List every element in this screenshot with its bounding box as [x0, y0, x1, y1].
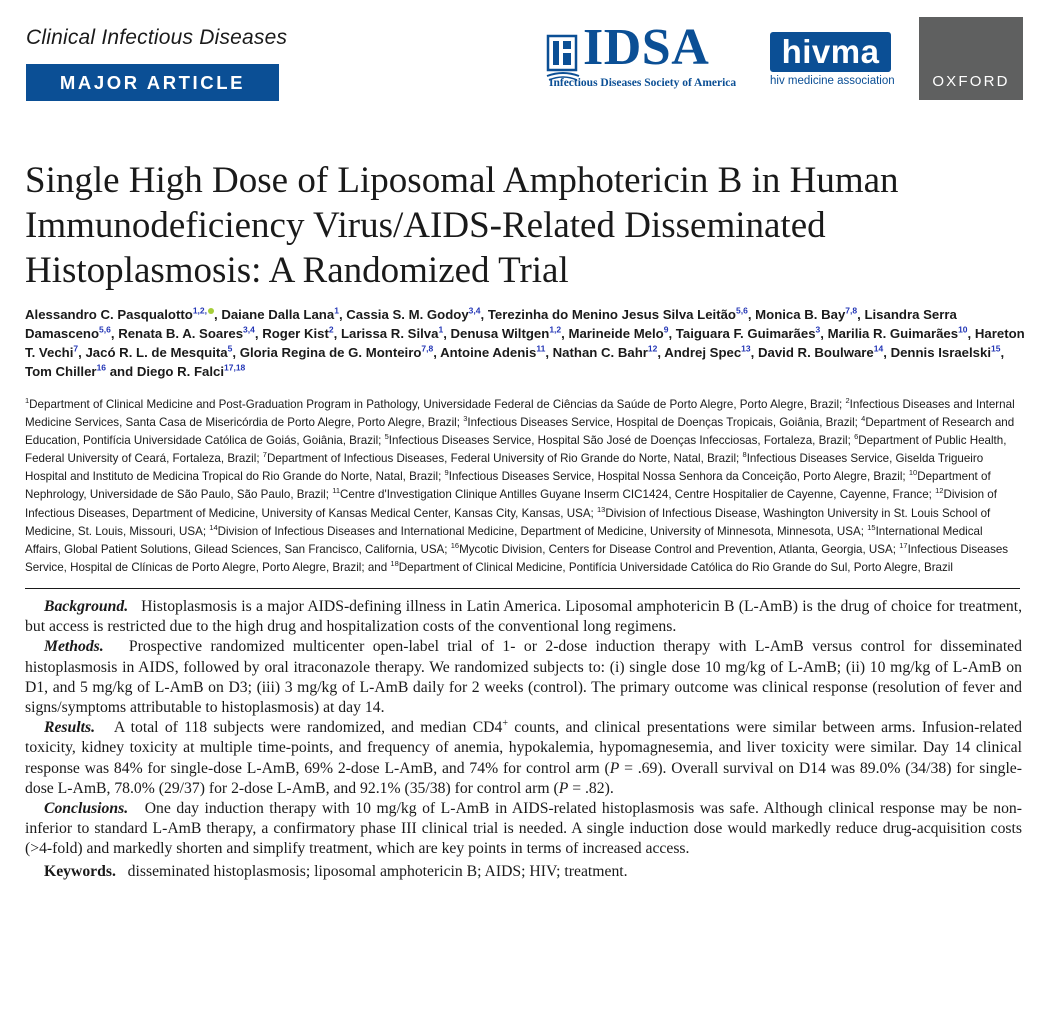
results-text-4: = .82).	[568, 779, 614, 797]
p-value-symbol: P	[609, 759, 620, 777]
author-affiliation-marker: 3	[815, 324, 821, 335]
abstract-conclusions	[25, 799, 1022, 860]
affiliation	[445, 470, 906, 483]
author-name: Dennis Israelski	[890, 345, 991, 360]
author-affiliation-marker: 1,2,	[192, 305, 207, 316]
author-affiliation-marker: 1,2	[549, 324, 562, 335]
results-text-3: = .69). Overall survival on D14 was 89.0% (34/38) for single-dose L-AmB, 78.0% (29/37) for 2-dose L-AmB, and 92.1% (35/38) for control arm (	[25, 759, 1022, 797]
author-name: Terezinha do Menino Jesus Silva Leitão	[487, 307, 736, 322]
author-connective: and	[106, 364, 137, 379]
affiliation-text: Department of Public Health, Federal University of Ceará, Fortaleza, Brazil;	[25, 434, 1007, 466]
affiliation-number: 14	[209, 522, 218, 532]
orcid-icon[interactable]	[208, 308, 214, 314]
author-affiliation-marker: 13	[741, 343, 751, 354]
abstract-keywords	[25, 862, 1022, 882]
author-affiliation-marker: 11	[536, 343, 546, 354]
author-affiliation-marker: 7	[73, 343, 79, 354]
affiliation-text: International Medical Affairs, Global Patient Solutions, Gilead Sciences, San Francisco, California, USA;	[25, 524, 983, 556]
affiliation-text: Division of Infectious Disease, Washington University in St. Louis School of Medicine, St. Louis, Missouri, USA;	[25, 506, 991, 538]
author	[341, 326, 443, 341]
author	[25, 364, 106, 379]
idsa-emblem-icon	[545, 32, 581, 82]
idsa-logo	[545, 19, 757, 94]
cd4-superscript: +	[502, 717, 508, 729]
author	[25, 307, 214, 322]
author	[755, 307, 857, 322]
author	[240, 345, 434, 360]
hivma-wordmark: hivma	[770, 32, 891, 72]
author	[664, 345, 750, 360]
affiliation-number: 18	[390, 558, 399, 568]
section-head-conclusions: Conclusions.	[44, 800, 129, 818]
affiliation-number: 17	[899, 540, 908, 550]
results-text-1: A total of 118 subjects were randomized, and median CD4	[113, 719, 503, 737]
section-head-keywords: Keywords.	[44, 862, 116, 880]
author-affiliation-marker: 1	[438, 324, 444, 335]
author-name: Jacó R. L. de Mesquita	[85, 345, 228, 360]
affiliation-number: 13	[597, 504, 606, 514]
author	[118, 326, 255, 341]
affiliation-text: Infectious Diseases and Internal Medicine Services, Santa Casa de Misericórdia de Porto Alegre, Porto Alegre, Brazil;	[25, 398, 1015, 430]
affiliation-text: Mycotic Division, Centers for Disease Control and Prevention, Atlanta, Georgia, USA;	[459, 542, 896, 556]
section-head-results: Results.	[44, 719, 95, 737]
journal-name: Clinical Infectious Diseases	[26, 26, 288, 49]
author-name: Diego R. Falci	[136, 364, 225, 379]
author-affiliation-marker: 10	[958, 324, 968, 335]
results-text-2: counts, and clinical presentations were similar between arms. Infusion-related toxicity, kidney toxicity at multiple time-points, and frequency of anemia, hypokalemia, hypomagnesemia, and liver toxicity were similar. Day 14 clinical response was 84% for single-dose L-AmB, 69% 2-dose L-AmB, and 74% for control arm (	[25, 719, 1023, 777]
affiliation-number: 5	[384, 432, 389, 442]
author	[828, 326, 968, 341]
abstract-methods	[25, 637, 1022, 718]
author	[553, 345, 658, 360]
affiliation-number: 8	[742, 450, 747, 460]
affiliation-text: Infectious Diseases Service, Hospital Nossa Senhora da Conceição, Porto Alegre, Brazil;	[448, 470, 906, 484]
methods-text: Prospective randomized multicenter open-label trial of 1- or 2-dose induction therapy with L-AmB versus control for disseminated histoplasmosis in AIDS, followed by oral itraconazole therapy. We randomized subjects to: (i) single dose 10 mg/kg of L-AmB; (ii) 10 mg/kg of L-AmB on D1, and 5 mg/kg of L-AmB on D3; (iii) 3 mg/kg of L-AmB daily for 2 weeks (control). The primary outcome was clinical response (resolution of fever and signs/symptoms attributable to histoplasmosis) at day 14.	[25, 638, 1022, 717]
author-affiliation-marker: 14	[873, 343, 884, 354]
author-name: Roger Kist	[262, 326, 329, 341]
author-name: Cassia S. M. Godoy	[346, 307, 469, 322]
author-name: Monica B. Bay	[755, 307, 846, 322]
affiliation-text: Department of Infectious Diseases, Federal University of Rio Grande do Norte, Natal, Brazil;	[266, 452, 740, 466]
affiliation-number: 4	[861, 414, 866, 424]
affiliation-text: Infectious Diseases Service, Hospital de Clínicas de Porto Alegre, Porto Alegre, Brazil; and	[25, 542, 1009, 574]
affiliation	[390, 558, 953, 574]
affiliation	[450, 540, 896, 556]
affiliation-number: 10	[908, 468, 918, 478]
author-affiliation-marker: 5	[227, 343, 233, 354]
author-name: Gloria Regina de G. Monteiro	[239, 345, 422, 360]
author	[891, 345, 1001, 360]
author-name: Nathan C. Bahr	[552, 345, 648, 360]
author-name: Daiane Dalla Lana	[221, 307, 335, 322]
author	[137, 364, 245, 379]
abstract-results	[25, 718, 1022, 799]
author-name: Larissa R. Silva	[340, 326, 439, 341]
author-affiliation-marker: 3,4	[468, 305, 481, 316]
affiliation	[25, 398, 842, 411]
author	[262, 326, 333, 341]
oxford-logo: OXFORD	[919, 17, 1023, 100]
affiliation-text: Infectious Diseases Service, Giselda Trigueiro Hospital and Instituto de Medicina Tropical do Rio Grande do Norte, Natal, Brazil;	[25, 452, 984, 484]
author-name: Alessandro C. Pasqualotto	[25, 307, 193, 322]
author-name: David R. Boulware	[757, 345, 874, 360]
author	[488, 307, 748, 322]
affiliation-text: Centre d'Investigation Clinique Antilles Guyane Inserm CIC1424, Centre Hospitalier de Cayenne, Cayenne, France;	[340, 488, 932, 502]
affiliation-text: Department of Clinical Medicine and Post-Graduation Program in Pathology, Universidade Federal de Ciências da Saúde de Porto Alegre, Porto Alegre, Brazil;	[29, 398, 843, 411]
author	[568, 326, 668, 341]
affiliation	[385, 434, 851, 447]
author	[221, 307, 339, 322]
author-affiliation-marker: 17,18	[224, 362, 246, 373]
conclusions-text: One day induction therapy with 10 mg/kg of L-AmB in AIDS-related histoplasmosis was safe. Although clinical response may be non-inferior to standard L-AmB therapy, a confirmatory phase III clinical trial is needed. A single induction dose would markedly reduce drug-acquisition costs (>4-fold) and markedly shorten and simplify treatment, which are key points in terms of increased access.	[25, 800, 1022, 858]
author-name: Hareton T. Vechi	[25, 326, 1025, 360]
author	[85, 345, 232, 360]
affiliation-text: Department of Clinical Medicine, Pontifícia Universidade Católica do Rio Grande do Sul, Porto Alegre, Brazil	[398, 560, 953, 574]
author	[440, 345, 545, 360]
author-name: Tom Chiller	[25, 364, 97, 379]
affiliation-number: 15	[867, 522, 876, 532]
author-affiliation-marker: 7,8	[421, 343, 434, 354]
affiliation-number: 1	[25, 396, 30, 406]
author	[676, 326, 820, 341]
hivma-logo	[770, 32, 895, 92]
article-title: Single High Dose of Liposomal Amphotericin B in Human Immunodeficiency Virus/AIDS-Related Disseminated Histoplasmosis: A Randomized Trial	[25, 160, 899, 291]
idsa-subtitle: Infectious Diseases Society of America	[549, 77, 737, 89]
author-name: Marineide Melo	[568, 326, 664, 341]
affiliation-number: 9	[444, 468, 449, 478]
author-affiliation-marker: 16	[96, 362, 107, 373]
article-type-badge: MAJOR ARTICLE	[26, 64, 279, 101]
author-name: Andrej Spec	[664, 345, 742, 360]
affiliation-number: 3	[463, 414, 468, 424]
abstract-background	[25, 597, 1022, 637]
author	[758, 345, 883, 360]
affiliation-number: 7	[262, 450, 267, 460]
author-affiliation-marker: 2	[328, 324, 334, 335]
idsa-wordmark: IDSA	[583, 19, 710, 76]
author	[346, 307, 480, 322]
author-name: Denusa Wiltgen	[450, 326, 550, 341]
affiliation	[263, 452, 740, 465]
affiliation-number: 6	[854, 432, 859, 442]
affiliation-text: Department of Nephrology, Universidade de São Paulo, São Paulo, Brazil;	[25, 470, 991, 502]
keywords-text: disseminated histoplasmosis; liposomal amphotericin B; AIDS; HIV; treatment.	[127, 862, 628, 880]
author-list: Alessandro C. Pasqualotto$^{1,2,}$ , Daiane Dalla Lana$^1$, Cassia S. M. Godoy$^{3,4}$, Terezinha do Menino Jesus Silva Leitão$^{5,6}$, Monica B. Bay$^{7,8}$, Lisandra Serra Damasceno$^{5,6}$, Renata B. A. Soares$^{3,4}$, Roger Kist$^2$, Larissa R. Silva$^1$, Denusa Wiltgen$^{1,2}$, Marineide Melo$^9$, Taiguara F. Guimarães$^3$, Marilia R. Guimarães$^{10}$, Hareton T. Vechi$^7$, Jacó R. L. de Mesquita$^5$, Gloria Regina de G. Monteiro$^{7,8}$, Antoine Adenis$^{11}$, Nathan C. Bahr$^{12}$, Andrej Spec$^{13}$, David R. Boulware$^{14}$, Dennis Israelski$^{15}$, Tom Chiller$^{16}$ and Diego R. Falci$^{17,18}$	[25, 305, 1025, 379]
affiliation-number: 12	[935, 486, 944, 496]
affiliation-list	[25, 396, 1020, 577]
author-name: Renata B. A. Soares	[118, 326, 244, 341]
background-text: Histoplasmosis is a major AIDS-defining illness in Latin America. Liposomal amphotericin B (L-AmB) is the drug of choice for treatment, but access is restricted due to the high drug and hospitalization costs of the conventional long regimens.	[25, 598, 1022, 636]
author-affiliation-marker: 12	[647, 343, 658, 354]
section-head-background: Background.	[44, 598, 129, 615]
author-name: Marilia R. Guimarães	[827, 326, 959, 341]
abstract	[25, 597, 1022, 882]
p-value-symbol: P	[558, 779, 569, 797]
author-affiliation-marker: 5,6	[736, 305, 748, 316]
affiliation-number: 16	[450, 540, 460, 550]
affiliation	[463, 416, 858, 429]
affiliation-number: 11	[332, 486, 341, 496]
author-name: Lisandra Serra Damasceno	[25, 307, 957, 341]
affiliation-text: Infectious Diseases Service, Hospital de Doenças Tropicais, Goiânia, Brazil;	[467, 416, 858, 430]
affiliation-text: Division of Infectious Diseases, Department of Medicine, University of Kansas Medical Center, Kansas City, Kansas, USA;	[25, 488, 997, 520]
author-affiliation-marker: 9	[663, 324, 669, 335]
author-affiliation-marker: 7,8	[845, 305, 858, 316]
author-name: Taiguara F. Guimarães	[675, 326, 816, 341]
hivma-subtitle: hiv medicine association	[770, 75, 895, 87]
affiliation	[209, 522, 864, 538]
author-affiliation-marker: 3,4	[243, 324, 255, 335]
author-name: Antoine Adenis	[440, 345, 537, 360]
author-affiliation-marker: 1	[334, 305, 339, 316]
affiliation-text: Infectious Diseases Service, Hospital São José de Doenças Infecciosas, Fortaleza, Brazil;	[388, 434, 851, 448]
affiliation	[332, 488, 932, 501]
author-affiliation-marker: 15	[991, 343, 1001, 354]
divider	[25, 588, 1020, 589]
affiliation-number: 2	[845, 396, 850, 406]
section-head-methods: Methods.	[44, 638, 104, 656]
affiliation-text: Division of Infectious Diseases and International Medicine, Department of Medicine, University of Minnesota, Minnesota, USA;	[217, 524, 864, 538]
author	[451, 326, 562, 341]
author-affiliation-marker: 5,6	[99, 324, 111, 335]
affiliation-text: Department of Research and Education, Pontifícia Universidade Católica de Goiás, Goiânia, Brazil;	[25, 416, 1015, 448]
